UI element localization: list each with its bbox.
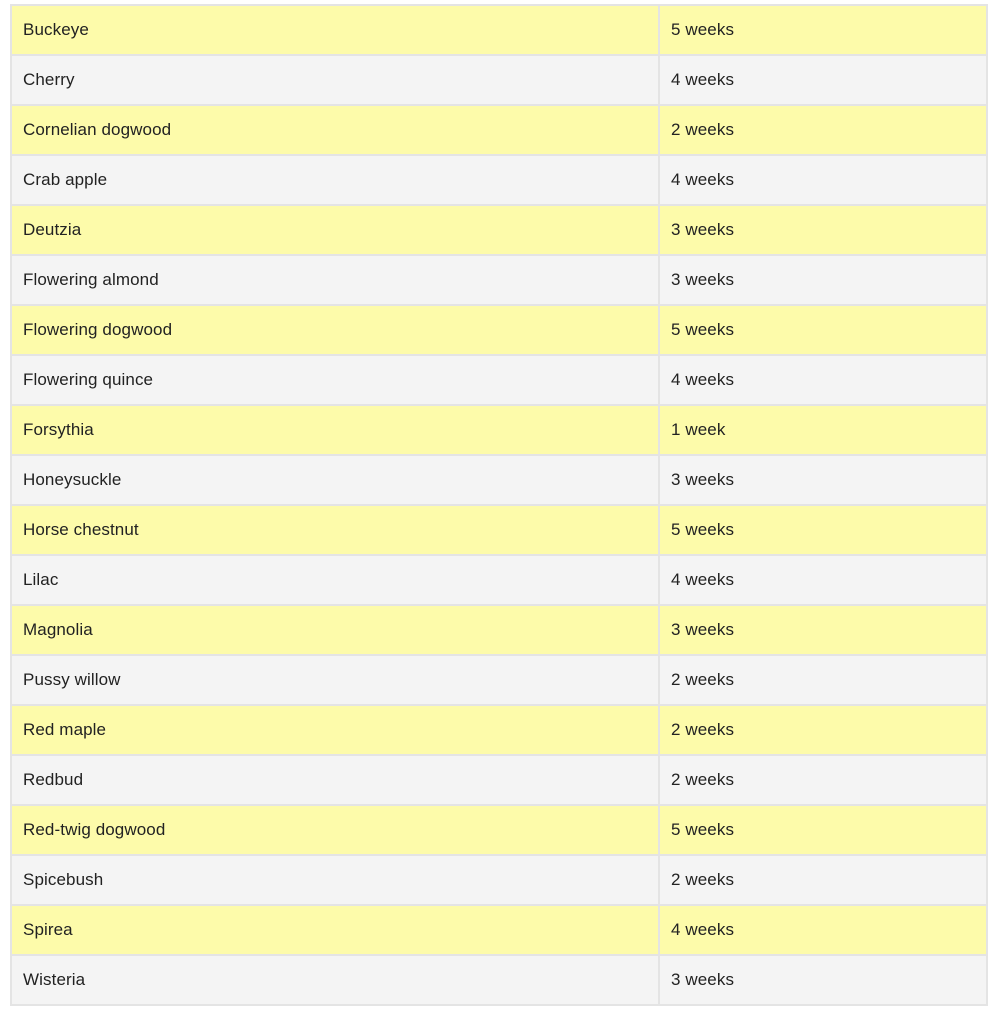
table-row — [11, 555, 987, 605]
plant-name-cell: Lilac — [11, 555, 659, 605]
duration-cell: 3 weeks — [659, 455, 987, 505]
plant-name-cell: Pussy willow — [11, 655, 659, 705]
duration-cell: 2 weeks — [659, 755, 987, 805]
duration-cell: 2 weeks — [659, 705, 987, 755]
plant-name-cell: Flowering almond — [11, 255, 659, 305]
duration-cell: 5 weeks — [659, 805, 987, 855]
plant-name-cell: Redbud — [11, 755, 659, 805]
plant-name-cell: Horse chestnut — [11, 505, 659, 555]
duration-cell: 2 weeks — [659, 655, 987, 705]
table-row — [11, 455, 987, 505]
table-row — [11, 305, 987, 355]
table-row — [11, 55, 987, 105]
duration-cell: 4 weeks — [659, 155, 987, 205]
duration-cell: 3 weeks — [659, 605, 987, 655]
plant-name-cell: Flowering dogwood — [11, 305, 659, 355]
table-row — [11, 255, 987, 305]
plant-name-cell: Magnolia — [11, 605, 659, 655]
duration-cell: 3 weeks — [659, 955, 987, 1005]
plant-name-cell: Forsythia — [11, 405, 659, 455]
plant-name-cell: Flowering quince — [11, 355, 659, 405]
table-row — [11, 205, 987, 255]
plant-name-cell: Cornelian dogwood — [11, 105, 659, 155]
table-row — [11, 5, 987, 55]
table-body — [11, 5, 987, 1005]
duration-cell: 4 weeks — [659, 905, 987, 955]
plant-name-cell: Deutzia — [11, 205, 659, 255]
table-row — [11, 405, 987, 455]
duration-cell: 4 weeks — [659, 555, 987, 605]
table-row — [11, 855, 987, 905]
duration-cell: 4 weeks — [659, 355, 987, 405]
plant-name-cell: Spirea — [11, 905, 659, 955]
plant-name-cell: Cherry — [11, 55, 659, 105]
table-row — [11, 805, 987, 855]
plant-duration-table — [10, 4, 988, 1006]
table-row — [11, 355, 987, 405]
plant-name-cell: Red-twig dogwood — [11, 805, 659, 855]
plant-name-cell: Honeysuckle — [11, 455, 659, 505]
duration-cell: 4 weeks — [659, 55, 987, 105]
plant-name-cell: Red maple — [11, 705, 659, 755]
table-row — [11, 505, 987, 555]
duration-cell: 5 weeks — [659, 305, 987, 355]
table-row — [11, 655, 987, 705]
duration-cell: 5 weeks — [659, 505, 987, 555]
duration-cell: 3 weeks — [659, 205, 987, 255]
plant-name-cell: Crab apple — [11, 155, 659, 205]
plant-name-cell: Spicebush — [11, 855, 659, 905]
table-row — [11, 105, 987, 155]
table-row — [11, 905, 987, 955]
table-row — [11, 605, 987, 655]
table-row — [11, 155, 987, 205]
table-row — [11, 955, 987, 1005]
duration-cell: 2 weeks — [659, 855, 987, 905]
plant-name-cell: Buckeye — [11, 5, 659, 55]
plant-duration-table-container — [10, 4, 986, 1006]
plant-name-cell: Wisteria — [11, 955, 659, 1005]
table-row — [11, 705, 987, 755]
duration-cell: 1 week — [659, 405, 987, 455]
duration-cell: 3 weeks — [659, 255, 987, 305]
duration-cell: 5 weeks — [659, 5, 987, 55]
duration-cell: 2 weeks — [659, 105, 987, 155]
table-row — [11, 755, 987, 805]
